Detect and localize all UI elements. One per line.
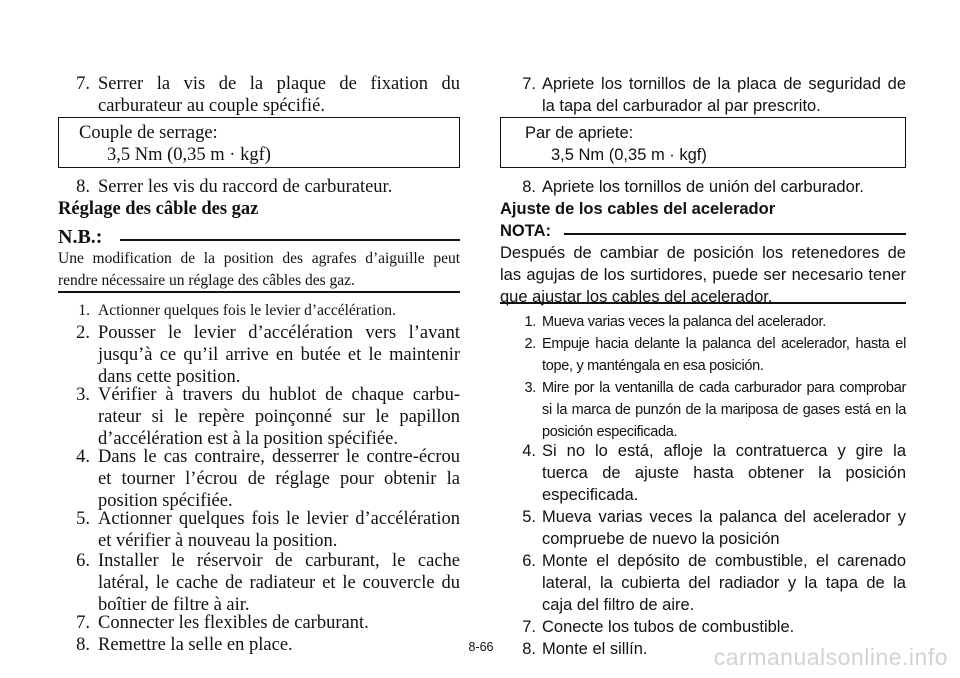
fr-note-end-rule (58, 291, 460, 293)
fr-note-text: Une modification de la position des agrafes d’aiguille peut rendre nécessaire un réglage des câbles des gaz. (58, 250, 460, 289)
es-step-7: 7. Conecte los tubos de combustible. (522, 618, 795, 636)
fr-note-label: N.B.: (58, 226, 103, 248)
fr-note-rule (120, 239, 460, 241)
es-torque-label: Par de apriete: (525, 124, 634, 142)
es-note-text: Después de cambiar de posición los retenedores de las agujas de los surtidores, puede ser necesario tener que ajustar los cables del acelerador. (500, 244, 906, 306)
fr-step-4: 4. Dans le cas contraire, desserrer le contre-écrou et tourner l’écrou de réglage pour obtenir la position spécifiée. (76, 447, 460, 511)
es-note-label: NOTA: (500, 222, 552, 240)
fr-step-6: 6. Installer le réservoir de carburant, le cache latéral, le cache de radiateur et le couvercle du boîtier de filtre à air. (76, 551, 460, 615)
es-step-8: 8. Monte el sillín. (522, 640, 648, 658)
fr-torque-value: 3,5 Nm (0,35 m · kgf) (107, 145, 271, 165)
fr-note-header (58, 226, 460, 250)
fr-step-7: 7. Connecter les flexibles de carburant. (76, 613, 369, 633)
es-step-2: 2. Empuje hacia delante la palanca del acelerador, hasta el tope, y manténgala en esa posición. (524, 336, 906, 374)
fr-torque-label: Couple de serrage: (79, 123, 218, 143)
es-step-5: 5. Mueva varias veces la palanca del acelerador y compruebe de nuevo la posición (522, 508, 906, 548)
es-step-6: 6. Monte el depósito de combustible, el carenado lateral, la cubierta del radiador y la tapa de la caja del filtro de aire. (522, 552, 906, 614)
es-step-7-top: 7. Apriete los tornillos de la placa de seguridad de la tapa del carburador al par prescrito. (522, 75, 906, 115)
es-note-rule (564, 233, 906, 235)
fr-torque-box (58, 117, 460, 168)
es-section-title: Ajuste de los cables del acelerador (500, 200, 776, 218)
fr-step-2: 2. Pousser le levier d’accélération vers l’avant jusqu’à ce qu’il arrive en butée et le maintenir dans cette position. (76, 323, 460, 387)
es-step-3: 3. Mire por la ventanilla de cada carburador para comprobar si la marca de punzón de la mariposa de gases está en la posición especificada. (524, 380, 906, 440)
watermark: carmanualsonline.info (713, 644, 948, 670)
fr-step-8-top: 8. Serrer les vis du raccord de carburateur. (76, 177, 393, 197)
es-note-end-rule (500, 302, 906, 304)
fr-step-3: 3. Vérifier à travers du hublot de chaque carburateur si le repère poinçonné sur le papillon d’accélération est à la position spécifiée. (76, 385, 460, 449)
es-torque-box (500, 117, 906, 168)
fr-section-title: Réglage des câble des gaz (58, 199, 259, 219)
es-step-4: 4. Si no lo está, afloje la contratuerca y gire la tuerca de ajuste hasta obtener la posición especificada. (522, 442, 906, 504)
fr-step-1: 1. Actionner quelques fois le levier d’accélération. (78, 302, 396, 319)
fr-step-7-top: 7. Serrer la vis de la plaque de fixation du carburateur au couple spécifié. (76, 74, 460, 116)
es-note-header (500, 220, 906, 244)
fr-step-5: 5. Actionner quelques fois le levier d’accélération et vérifier à nouveau la position. (76, 509, 460, 551)
fr-step-8: 8. Remettre la selle en place. (76, 635, 293, 655)
es-torque-value: 3,5 Nm (0,35 m · kgf) (551, 146, 707, 164)
es-step-8-top: 8. Apriete los tornillos de unión del carburador. (522, 178, 864, 196)
page-number: 8-66 (468, 640, 494, 654)
es-step-1: 1. Mueva varias veces la palanca del acelerador. (524, 314, 826, 330)
